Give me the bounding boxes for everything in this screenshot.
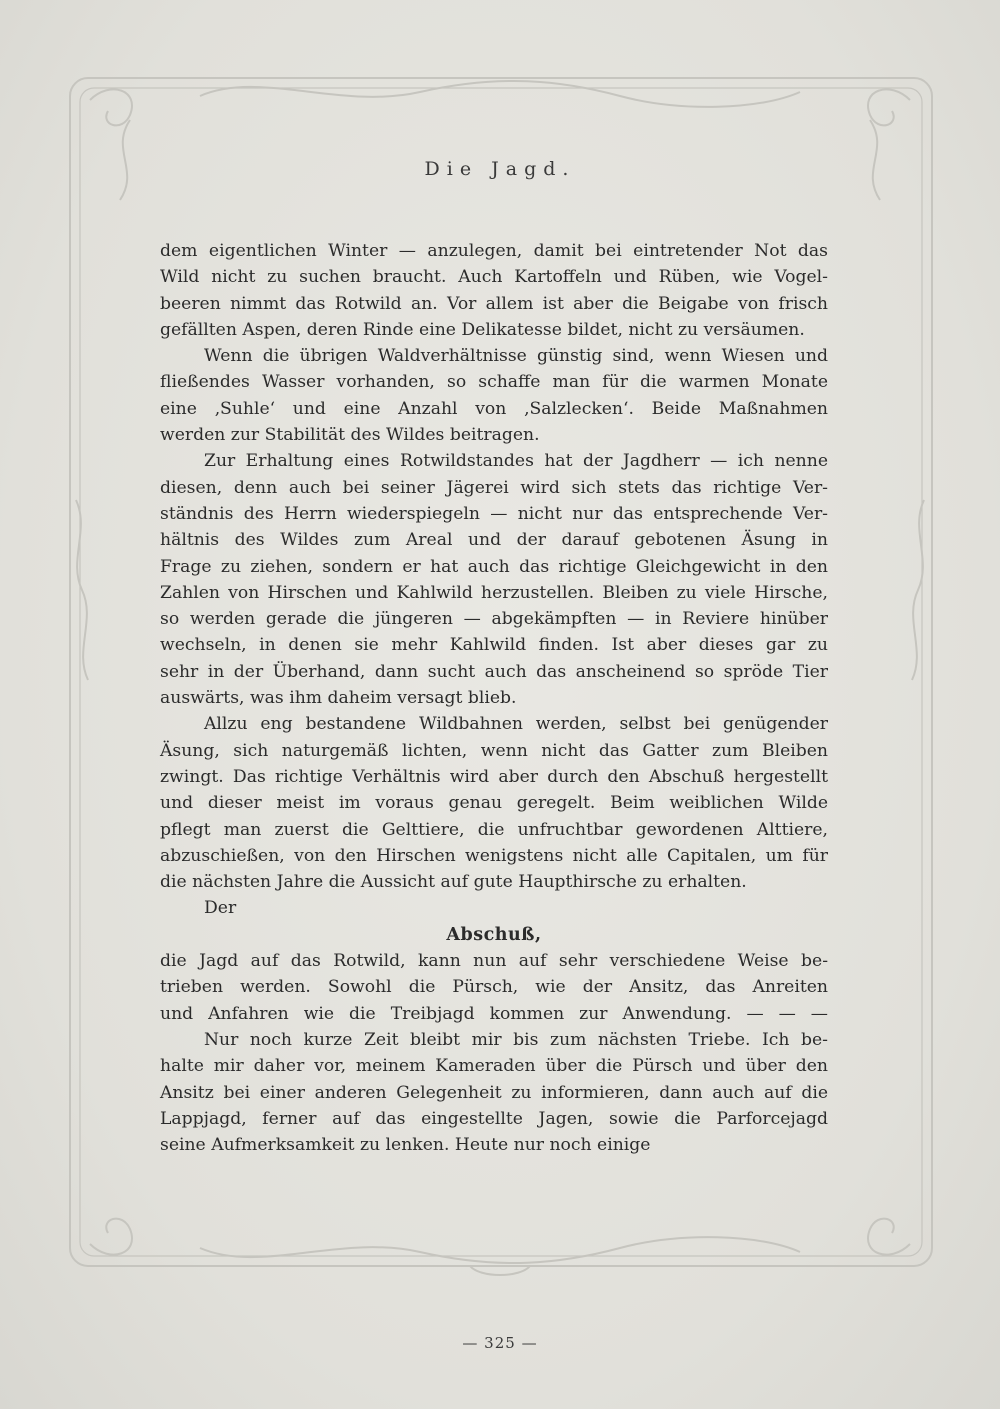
text-line: beeren nimmt das Rotwild an. Vor allem ist aber die Beigabe von frisch [160,293,828,314]
text-line: wechseln, in denen sie mehr Kahlwild finden. Ist aber dieses gar zu [160,635,828,656]
text-line: fließendes Wasser vorhanden, so schaffe man für die warmen Monate [160,372,828,393]
body-text [160,238,828,1158]
text-line: so werden gerade die jüngeren — abgekämpften — in Reviere hinüber [160,609,828,630]
text-line: und Anfahren wie die Treibjagd kommen zur Anwendung. — — — [160,1003,828,1024]
text-line: Der [204,898,237,919]
text-line: Allzu eng bestandene Wildbahnen werden, selbst bei genügender [204,714,828,735]
text-line: eine ‚Suhle‘ und eine Anzahl von ‚Salzlecken‘. Beide Maßnahmen [160,398,828,419]
text-line: abzuschießen, von den Hirschen wenigstens nicht alle Capitalen, um für [160,845,828,866]
text-line: Äsung, sich naturgemäß lichten, wenn nicht das Gatter zum Bleiben [160,740,828,761]
text-line: Wenn die übrigen Waldverhältnisse günstig sind, wenn Wiesen und [204,346,828,367]
page-number: — 325 — [462,1334,538,1352]
running-head: Die Jagd. [424,158,576,180]
text-line: Nur noch kurze Zeit bleibt mir bis zum nächsten Triebe. Ich be- [204,1029,828,1050]
text-line: Lappjagd, ferner auf das eingestellte Jagen, sowie die Parforcejagd [160,1108,828,1129]
text-line: die nächsten Jahre die Aussicht auf gute Haupthirsche zu erhalten. [160,872,747,893]
text-line: hältnis des Wildes zum Areal und der darauf gebotenen Äsung in [160,530,828,551]
text-line: auswärts, was ihm daheim versagt blieb. [160,688,517,709]
text-line: diesen, denn auch bei seiner Jägerei wird sich stets das richtige Ver- [160,477,828,498]
text-line: Ansitz bei einer anderen Gelegenheit zu informieren, dann auch auf die [160,1082,828,1103]
text-line: Zur Erhaltung eines Rotwildstandes hat der Jagdherr — ich nenne [204,451,828,472]
section-heading: Abschuß, [446,924,542,945]
text-line: und dieser meist im voraus genau geregelt. Beim weiblichen Wilde [160,793,828,814]
text-line: die Jagd auf das Rotwild, kann nun auf sehr verschiedene Weise be- [160,951,828,972]
text-line: Wild nicht zu suchen braucht. Auch Kartoffeln und Rüben, wie Vogel- [160,267,828,288]
text-line: sehr in der Überhand, dann sucht auch das anscheinend so spröde Tier [160,661,828,682]
text-line: zwingt. Das richtige Verhältnis wird aber durch den Abschuß hergestellt [160,766,828,787]
text-line: pflegt man zuerst die Gelttiere, die unfruchtbar gewordenen Alttiere, [160,819,828,840]
text-line: dem eigentlichen Winter — anzulegen, damit bei eintretender Not das [160,241,828,261]
text-line: Frage zu ziehen, sondern er hat auch das richtige Gleichgewicht in den [160,556,828,577]
text-line: gefällten Aspen, deren Rinde eine Delikatesse bildet, nicht zu versäumen. [160,319,805,340]
text-line: Zahlen von Hirschen und Kahlwild herzustellen. Bleiben zu viele Hirsche, [160,582,828,603]
text-line: halte mir daher vor, meinem Kameraden über die Pürsch und über den [160,1056,828,1077]
text-line: ständnis des Herrn wiederspiegeln — nicht nur das entsprechende Ver- [160,503,828,524]
text-line: werden zur Stabilität des Wildes beitragen. [160,425,540,446]
text-line: seine Aufmerksamkeit zu lenken. Heute nur noch einige [160,1135,651,1156]
text-line: trieben werden. Sowohl die Pürsch, wie der Ansitz, das Anreiten [160,977,828,998]
